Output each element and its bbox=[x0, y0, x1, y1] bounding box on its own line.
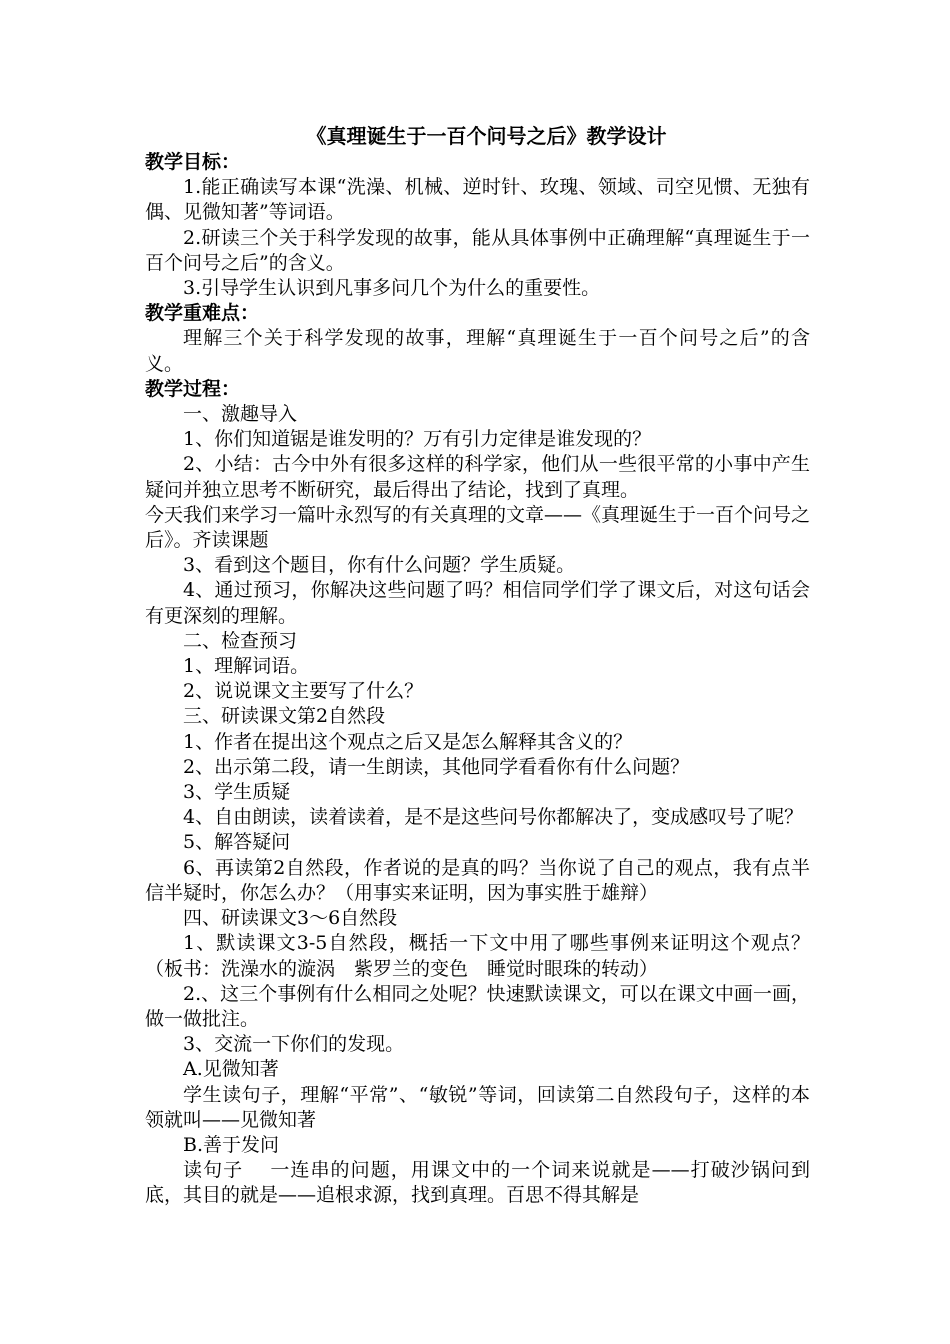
process-item: 3、交流一下你们的发现。 bbox=[183, 1033, 405, 1056]
process-item: 6、再读第2自然段，作者说的是真的吗？当你说了自己的观点，我有点半信半疑时，你怎么办？（用事实来证明，因为事实胜于雄辩） bbox=[145, 856, 810, 904]
process-item: 读句子 一连串的问题，用课文中的一个词来说就是——打破沙锅问到底，其目的就是——追根求源，找到真理。百思不得其解是 bbox=[145, 1159, 810, 1207]
process-item: 3、学生质疑 bbox=[183, 781, 291, 804]
process-item: A.见微知著 bbox=[183, 1058, 279, 1081]
process-item: 1、你们知道锯是谁发明的？万有引力定律是谁发现的？ bbox=[183, 428, 652, 451]
goal-item: 1.能正确读写本课“洗澡、机械、逆时针、玫瑰、领域、司空见惯、无独有偶、见微知著”等词语。 bbox=[145, 176, 810, 224]
goal-item: 2.研读三个关于科学发现的故事，能从具体事例中正确理解“真理诞生于一百个问号之后”的含义。 bbox=[145, 226, 810, 274]
document-title: 《真理诞生于一百个问号之后》教学设计 bbox=[306, 124, 667, 148]
process-item: 2、说说课文主要写了什么？ bbox=[183, 680, 424, 703]
process-item: 2.、这三个事例有什么相同之处呢？快速默读课文，可以在课文中画一画，做一做批注。 bbox=[145, 982, 810, 1030]
process-item: 一、激趣导入 bbox=[183, 403, 298, 426]
process-item: 4、通过预习，你解决这些问题了吗？相信同学们学了课文后，对这句话会有更深刻的理解。 bbox=[145, 579, 810, 627]
process-item: 5、解答疑问 bbox=[183, 831, 291, 854]
goals-heading: 教学目标： bbox=[145, 151, 241, 173]
process-heading: 教学过程： bbox=[145, 377, 241, 400]
process-item: 学生读句子，理解“平常”、“敏锐”等词，回读第二自然段句子，这样的本领就叫——见微知著 bbox=[145, 1083, 810, 1131]
key-point-item: 理解三个关于科学发现的故事，理解“真理诞生于一百个问号之后”的含义。 bbox=[145, 327, 810, 375]
process-item: 1、作者在提出这个观点之后又是怎么解释其含义的？ bbox=[183, 730, 633, 753]
key-points-heading: 教学重难点： bbox=[145, 302, 260, 325]
goal-item: 3.引导学生认识到凡事多问几个为什么的重要性。 bbox=[183, 277, 601, 300]
document-body bbox=[145, 122, 810, 1209]
process-item: 二、检查预习 bbox=[183, 629, 298, 652]
process-item: 4、自由朗读，读着读着，是不是这些问号你都解决了，变成感叹号了呢？ bbox=[183, 806, 804, 829]
process-item: 三、研读课文第2自然段 bbox=[183, 705, 386, 728]
process-item: B.善于发问 bbox=[183, 1133, 280, 1156]
process-item: 1、默读课文3-5自然段，概括一下文中用了哪些事例来证明这个观点？（板书：洗澡水的漩涡 紫罗兰的变色 睡觉时眼珠的转动） bbox=[145, 932, 810, 980]
process-item: 四、研读课文3～6自然段 bbox=[183, 907, 398, 930]
process-item: 1、理解词语。 bbox=[183, 655, 310, 678]
process-item: 2、出示第二段，请一生朗读，其他同学看看你有什么问题？ bbox=[183, 755, 690, 778]
process-item: 3、看到这个题目，你有什么问题？学生质疑。 bbox=[183, 554, 576, 577]
process-item: 今天我们来学习一篇叶永烈写的有关真理的文章——《真理诞生于一百个问号之后》。齐读课题 bbox=[145, 503, 811, 552]
process-item: 2、小结：古今中外有很多这样的科学家，他们从一些很平常的小事中产生疑问并独立思考不断研究，最后得出了结论，找到了真理。 bbox=[145, 453, 810, 501]
